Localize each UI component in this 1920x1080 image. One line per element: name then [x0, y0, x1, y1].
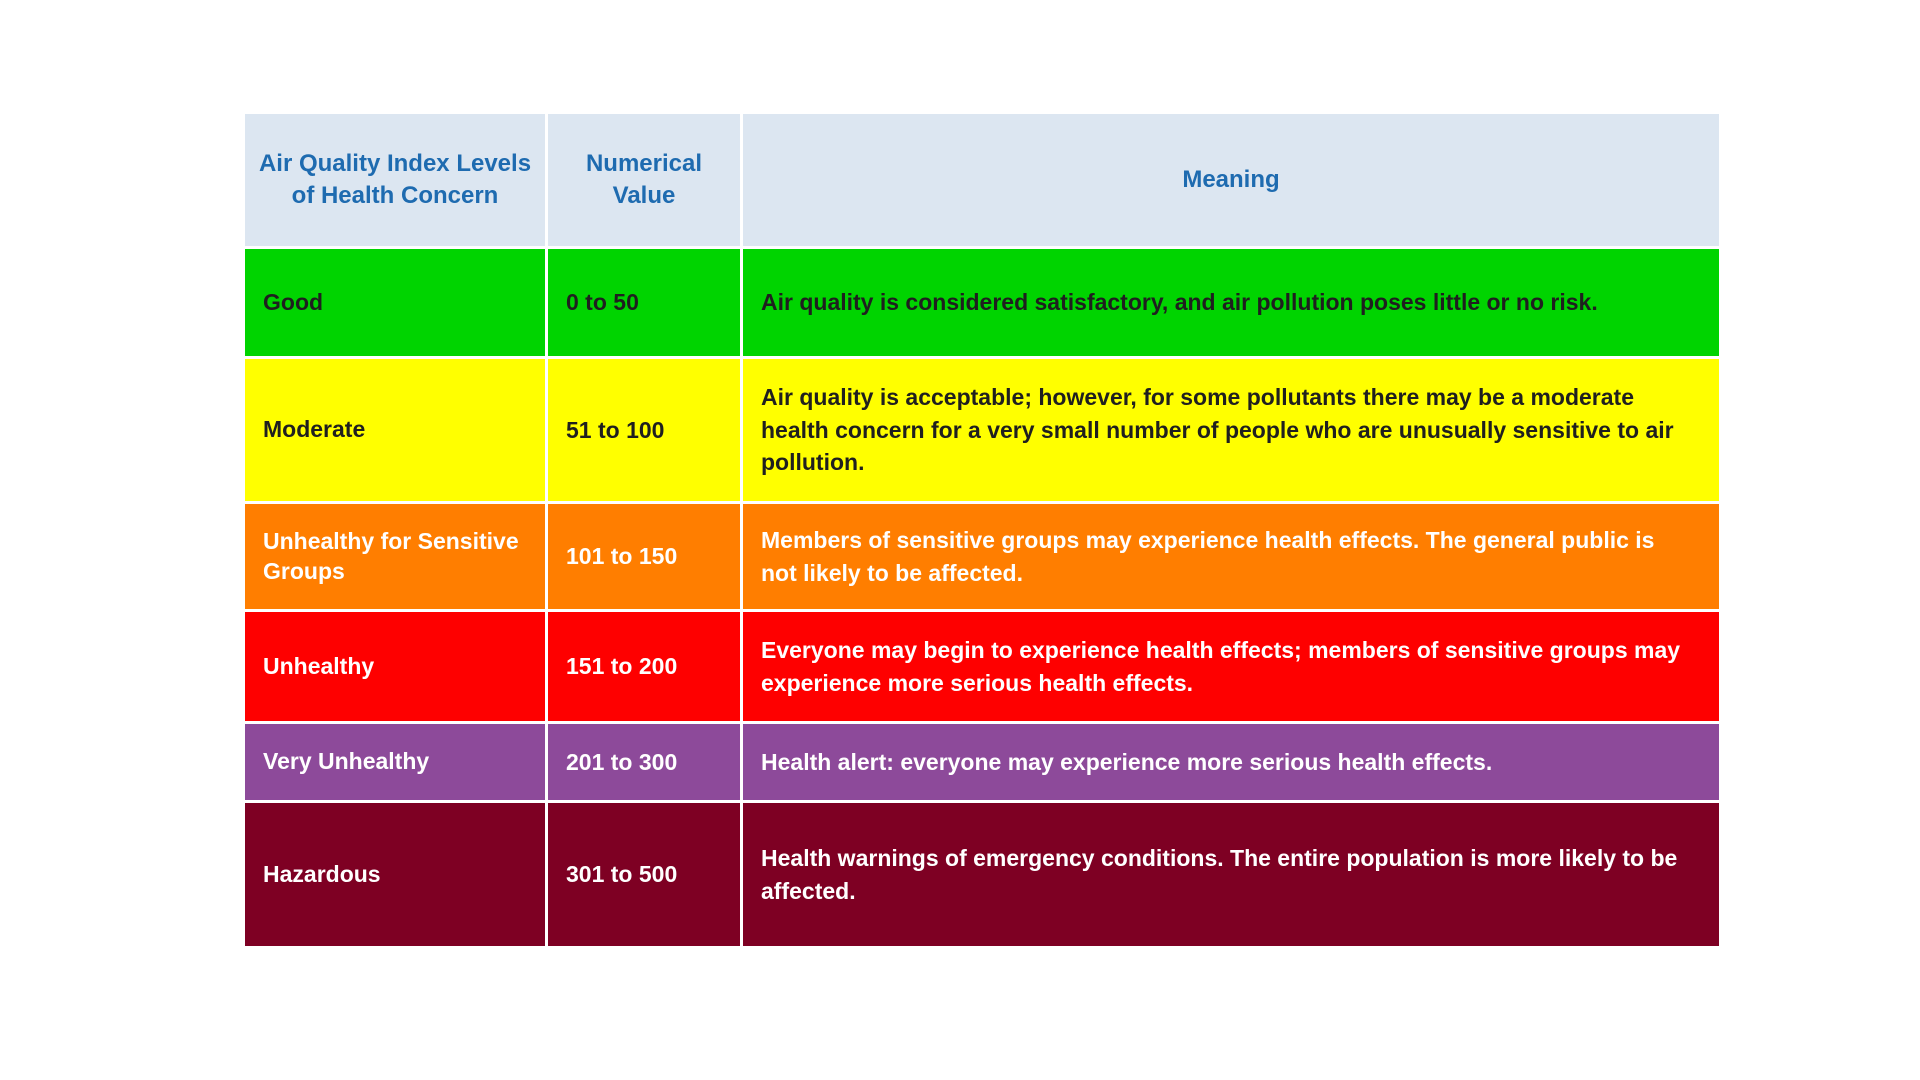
aqi-level-cell: Moderate	[245, 359, 545, 501]
numeric-range-cell: 101 to 150	[548, 504, 740, 609]
numeric-range-cell: 201 to 300	[548, 724, 740, 800]
numeric-range-cell: 151 to 200	[548, 612, 740, 721]
aqi-level-cell: Hazardous	[245, 803, 545, 946]
aqi-level-cell: Good	[245, 249, 545, 356]
meaning-cell: Health alert: everyone may experience more serious health effects.	[743, 724, 1719, 800]
numeric-range-cell: 51 to 100	[548, 359, 740, 501]
table-row-hazardous	[245, 803, 1719, 946]
meaning-cell: Health warnings of emergency conditions. The entire population is more likely to be affected.	[743, 803, 1719, 946]
col-header-level: Air Quality Index Levels of Health Concern	[245, 114, 545, 246]
aqi-level-cell: Very Unhealthy	[245, 724, 545, 800]
numeric-range-cell: 301 to 500	[548, 803, 740, 946]
table-row-unhealthy	[245, 612, 1719, 721]
table-row-very-unhealthy	[245, 724, 1719, 800]
meaning-cell: Air quality is acceptable; however, for some pollutants there may be a moderate health concern for a very small number of people who are unusually sensitive to air pollution.	[743, 359, 1719, 501]
numeric-range-cell: 0 to 50	[548, 249, 740, 356]
meaning-cell: Air quality is considered satisfactory, and air pollution poses little or no risk.	[743, 249, 1719, 356]
table-row-good	[245, 249, 1719, 356]
aqi-level-cell: Unhealthy for Sensitive Groups	[245, 504, 545, 609]
meaning-cell: Members of sensitive groups may experience health effects. The general public is not likely to be affected.	[743, 504, 1719, 609]
table-header-row	[245, 114, 1719, 246]
col-header-meaning: Meaning	[743, 114, 1719, 246]
col-header-numerical-value: Numerical Value	[548, 114, 740, 246]
meaning-cell: Everyone may begin to experience health effects; members of sensitive groups may experience more serious health effects.	[743, 612, 1719, 721]
aqi-level-cell: Unhealthy	[245, 612, 545, 721]
table-row-moderate	[245, 359, 1719, 501]
aqi-table	[242, 111, 1722, 949]
table-row-unhealthy-sensitive-groups	[245, 504, 1719, 609]
